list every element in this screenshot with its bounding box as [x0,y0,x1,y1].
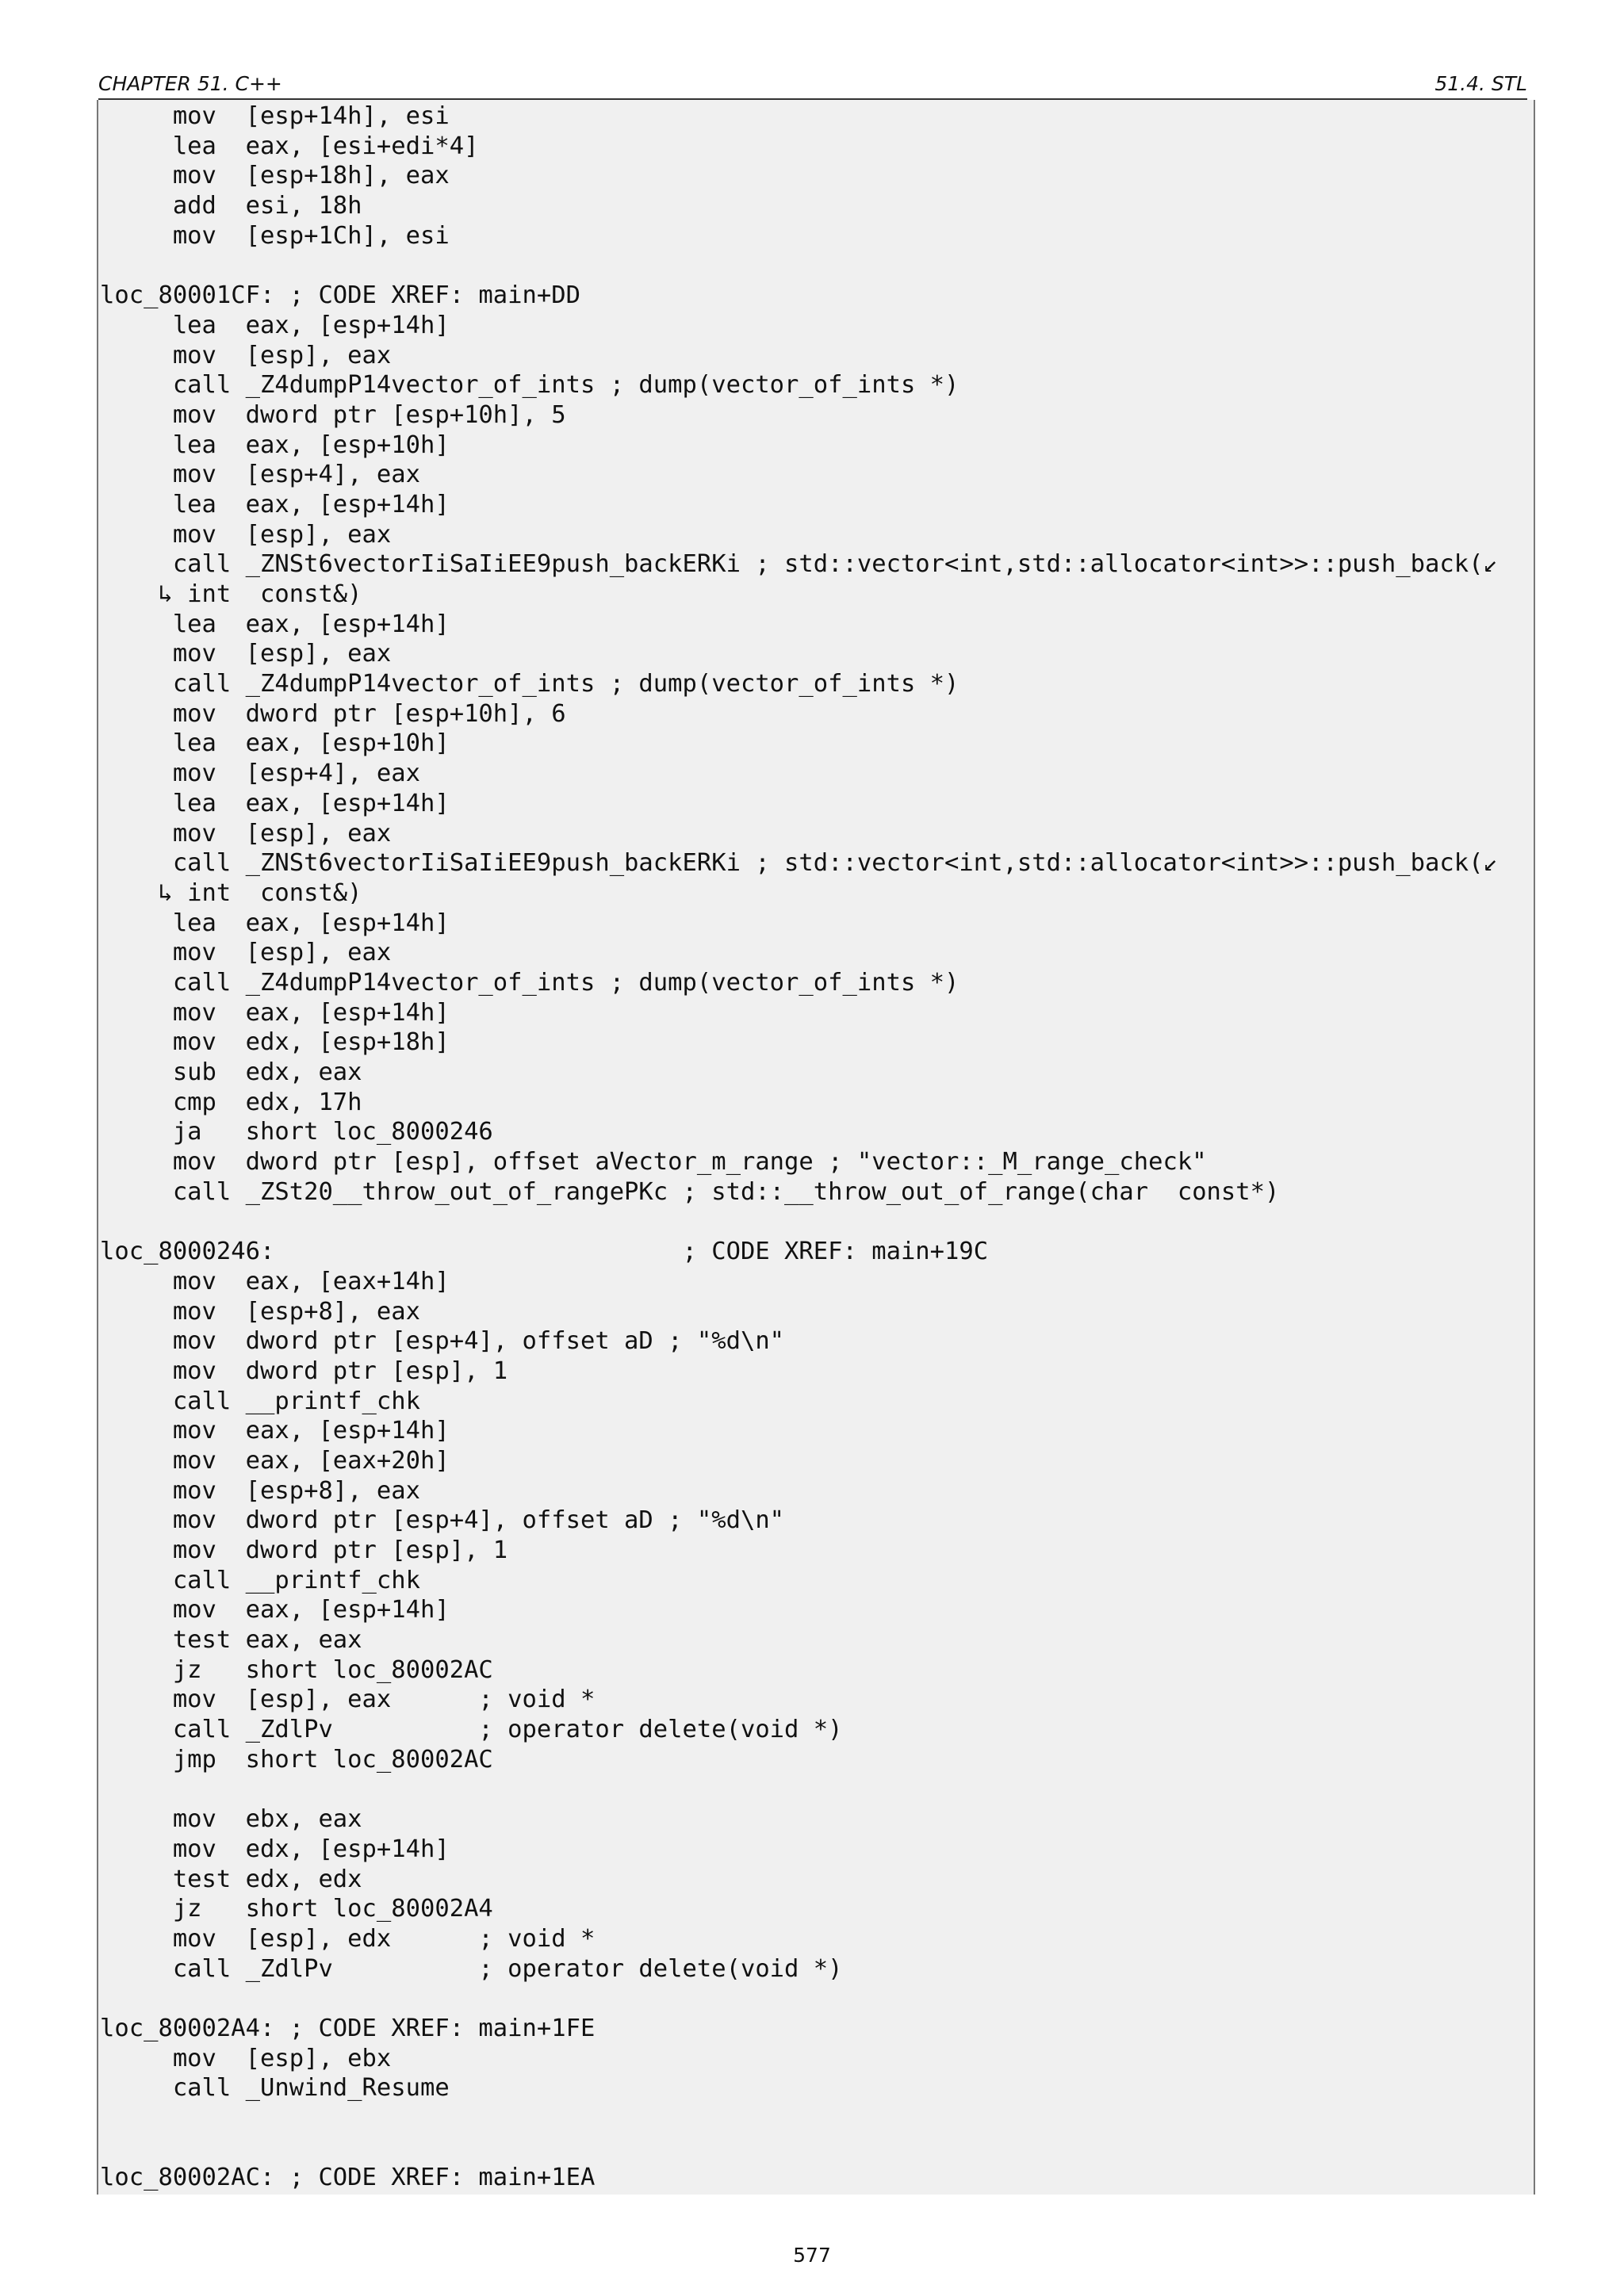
code-line: call _ZNSt6vectorIiSaIiEE9push_backERKi ; std::vector<int,std::allocator<int>>::push_back(↙ [100,849,1498,878]
code-line: ↳ int const&) [100,878,362,907]
code-line: mov eax, [eax+20h] [100,1446,450,1475]
code-line: mov dword ptr [esp], offset aVector_m_range ; "vector::_M_range_check" [100,1148,1207,1177]
code-line: loc_80001CF: ; CODE XREF: main+DD [100,281,580,310]
code-line [100,2103,1498,2133]
code-line: add esi, 18h [100,192,362,220]
code-line: mov edx, [esp+14h] [100,1835,450,1863]
code-block [100,101,1498,2193]
code-line: mov eax, [eax+14h] [100,1267,450,1295]
code-line: call _Unwind_Resume [100,2074,450,2103]
code-line [100,251,1498,281]
code-line: mov dword ptr [esp], 1 [100,1357,508,1385]
code-line: jmp short loc_80002AC [100,1745,493,1774]
code-line [100,1984,1498,2014]
code-line: test edx, edx [100,1865,362,1893]
code-line: mov dword ptr [esp], 1 [100,1536,508,1564]
code-line: sub edx, eax [100,1058,362,1086]
code-line: mov [esp+8], eax [100,1476,420,1505]
code-line [100,1775,1498,1805]
code-line: mov [esp], eax [100,819,392,848]
code-line: jz short loc_80002A4 [100,1895,493,1923]
code-line: call _Z4dumpP14vector_of_ints ; dump(vector_of_ints *) [100,371,959,400]
code-line: lea eax, [esp+14h] [100,311,450,339]
code-line: mov [esp], eax [100,640,392,668]
code-line: call _ZNSt6vectorIiSaIiEE9push_backERKi ; std::vector<int,std::allocator<int>>::push_back(↙ [100,550,1498,579]
code-line: call __printf_chk [100,1566,420,1594]
page-number: 577 [793,2244,831,2267]
code-line: mov dword ptr [esp+4], offset aD ; "%d\n" [100,1327,785,1356]
code-line: call _Z4dumpP14vector_of_ints ; dump(vector_of_ints *) [100,670,959,698]
code-line: lea eax, [esp+10h] [100,729,450,758]
code-line: mov dword ptr [esp+10h], 6 [100,699,566,728]
code-line: ja short loc_8000246 [100,1118,493,1146]
code-line: call _ZSt20__throw_out_of_rangePKc ; std::__throw_out_of_range(char const*) [100,1177,1280,1206]
code-line: mov [esp+18h], eax [100,162,450,190]
code-line: mov [esp], eax [100,341,392,369]
code-line: call _Z4dumpP14vector_of_ints ; dump(vector_of_ints *) [100,968,959,997]
code-line: lea eax, [esp+14h] [100,490,450,519]
code-line: mov [esp+14h], esi [100,102,450,130]
code-line: mov dword ptr [esp+10h], 5 [100,400,566,429]
code-line: mov [esp+1Ch], esi [100,221,450,250]
code-line: call __printf_chk [100,1387,420,1415]
code-line: test eax, eax [100,1626,362,1655]
code-line: mov [esp], eax [100,520,392,549]
code-line: lea eax, [esp+14h] [100,909,450,937]
code-line [100,2133,1498,2164]
chapter-title: CHAPTER 51. C++ [98,72,282,95]
code-line: mov [esp], edx ; void * [100,1924,596,1953]
code-line: cmp edx, 17h [100,1088,362,1116]
code-line: mov eax, [esp+14h] [100,1417,450,1445]
code-line: mov ebx, eax [100,1805,362,1834]
code-line: call _ZdlPv ; operator delete(void *) [100,1954,843,1983]
code-line: mov eax, [esp+14h] [100,998,450,1027]
code-line: call _ZdlPv ; operator delete(void *) [100,1716,843,1744]
code-line: mov edx, [esp+18h] [100,1028,450,1057]
code-line: mov [esp+4], eax [100,461,420,489]
code-listing [97,100,1535,2195]
code-line: jz short loc_80002AC [100,1655,493,1684]
code-line: ↳ int const&) [100,580,362,608]
section-title: 51.4. STL [1434,72,1527,95]
code-line: lea eax, [esp+14h] [100,789,450,817]
code-line: mov [esp], eax [100,939,392,967]
code-line: mov [esp], ebx [100,2044,392,2072]
code-line: loc_8000246: ; CODE XREF: main+19C [100,1238,989,1266]
code-line: lea eax, [esp+10h] [100,430,450,459]
code-line: lea eax, [esp+14h] [100,610,450,638]
code-line: mov dword ptr [esp+4], offset aD ; "%d\n" [100,1506,785,1535]
code-line: mov eax, [esp+14h] [100,1596,450,1624]
code-line: mov [esp+4], eax [100,760,420,788]
code-line: mov [esp+8], eax [100,1297,420,1326]
code-line: mov [esp], eax ; void * [100,1686,596,1714]
page-header [98,67,1527,100]
code-line [100,1207,1498,1237]
code-line: loc_80002A4: ; CODE XREF: main+1FE [100,2015,596,2042]
code-line: loc_80002AC: ; CODE XREF: main+1EA [100,2164,596,2192]
code-line: lea eax, [esi+edi*4] [100,132,479,160]
